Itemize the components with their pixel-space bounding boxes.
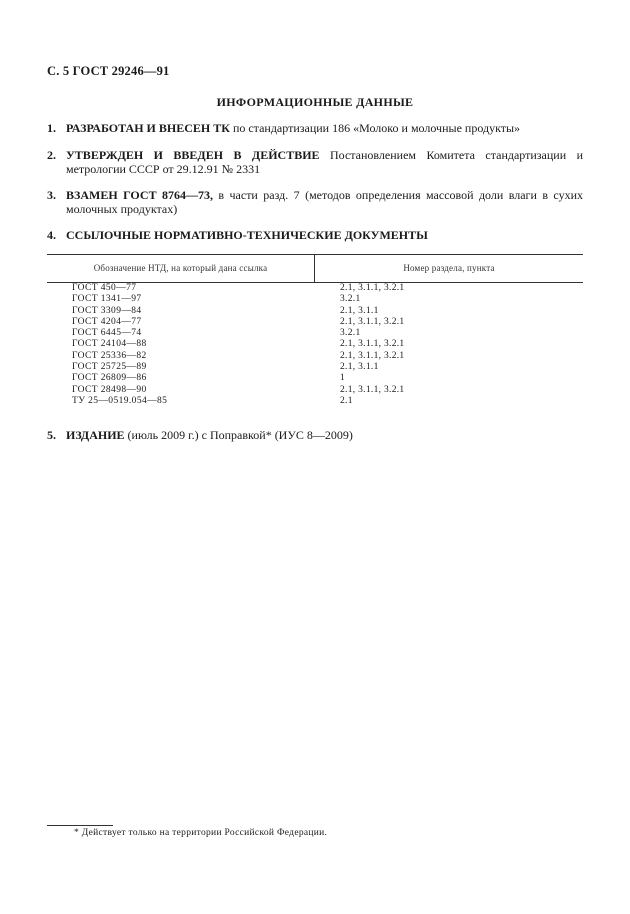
table-row — [47, 351, 583, 362]
item-number: 5. — [47, 428, 56, 442]
section-number: 2.1, 3.1.1, 3.2.1 — [340, 384, 405, 395]
table-row — [47, 339, 583, 350]
info-item-4 — [47, 228, 583, 242]
item-heading: УТВЕРЖДЕН И ВВЕДЕН В ДЕЙСТВИЕ — [66, 148, 320, 162]
item-number: 2. — [47, 148, 56, 162]
section-number: 2.1, 3.1.1, 3.2.1 — [340, 339, 405, 350]
document-designation: ГОСТ 3309—84 — [72, 305, 142, 316]
section-number: 3.2.1 — [340, 328, 361, 339]
document-designation: ГОСТ 4204—77 — [72, 316, 142, 327]
page-header: С. 5 ГОСТ 29246—91 — [47, 64, 170, 78]
table-header-document: Обозначение НТД, на который дана ссылка — [93, 263, 268, 273]
section-number: 2.1, 3.1.1, 3.2.1 — [340, 350, 405, 361]
table-header-section: Номер раздела, пункта — [403, 263, 495, 273]
section-number: 2.1 — [340, 395, 353, 406]
item-heading: ССЫЛОЧНЫЕ НОРМАТИВНО-ТЕХНИЧЕСКИЕ ДОКУМЕНТЫ — [66, 228, 428, 242]
table-row — [47, 283, 583, 294]
item-heading: ВЗАМЕН ГОСТ 8764—73, — [66, 188, 213, 202]
document-designation: ГОСТ 25336—82 — [72, 350, 147, 361]
document-designation: ГОСТ 25725—89 — [72, 362, 147, 373]
table-top-rule — [47, 254, 583, 255]
section-number: 2.1, 3.1.1, 3.2.1 — [340, 316, 405, 327]
document-designation: ГОСТ 24104—88 — [72, 339, 147, 350]
document-designation: ГОСТ 450—77 — [72, 283, 137, 293]
table-row — [47, 396, 583, 407]
section-number: 1 — [340, 373, 346, 384]
section-number: 2.1, 3.1.1, 3.2.1 — [340, 283, 405, 293]
info-item-3 — [47, 188, 583, 216]
item-text: Постановлением Комитета стандартизации и метрологии СССР от 29.12.91 № 2331 — [66, 148, 584, 176]
table-row — [47, 362, 583, 373]
item-number: 1. — [47, 121, 56, 135]
item-number: 3. — [47, 188, 56, 202]
section-title: ИНФОРМАЦИОННЫЕ ДАННЫЕ — [216, 95, 414, 109]
document-designation: ГОСТ 6445—74 — [72, 328, 142, 339]
item-text: по стандартизации 186 «Молоко и молочные продукты» — [229, 121, 521, 135]
document-designation: ГОСТ 1341—97 — [72, 294, 142, 305]
footnote: * Действует только на территории Российской Федерации. — [74, 828, 328, 838]
item-heading: ИЗДАНИЕ — [66, 428, 125, 442]
item-text: (июль 2009 г.) с Поправкой* (ИУС 8—2009) — [124, 428, 353, 442]
table-row — [47, 317, 583, 328]
section-number: 3.2.1 — [340, 294, 361, 305]
info-item-5 — [47, 428, 583, 442]
item-text: в части разд. 7 (методов определения массовой доли влаги в сухих молочных продуктах) — [66, 188, 583, 216]
table-body — [47, 283, 583, 407]
table-row — [47, 373, 583, 384]
footnote-rule — [47, 825, 113, 826]
document-designation: ГОСТ 28498—90 — [72, 384, 147, 395]
info-item-1 — [47, 121, 583, 135]
item-heading: РАЗРАБОТАН И ВНЕСЕН ТК — [66, 121, 230, 135]
info-item-2 — [47, 148, 583, 176]
item-number: 4. — [47, 228, 56, 242]
table-row — [47, 294, 583, 305]
document-designation: ТУ 25—0519.054—85 — [72, 395, 168, 406]
table-row — [47, 306, 583, 317]
section-number: 2.1, 3.1.1 — [340, 362, 379, 373]
table-row — [47, 328, 583, 339]
section-number: 2.1, 3.1.1 — [340, 305, 379, 316]
document-designation: ГОСТ 26809—86 — [72, 373, 147, 384]
table-row — [47, 385, 583, 396]
